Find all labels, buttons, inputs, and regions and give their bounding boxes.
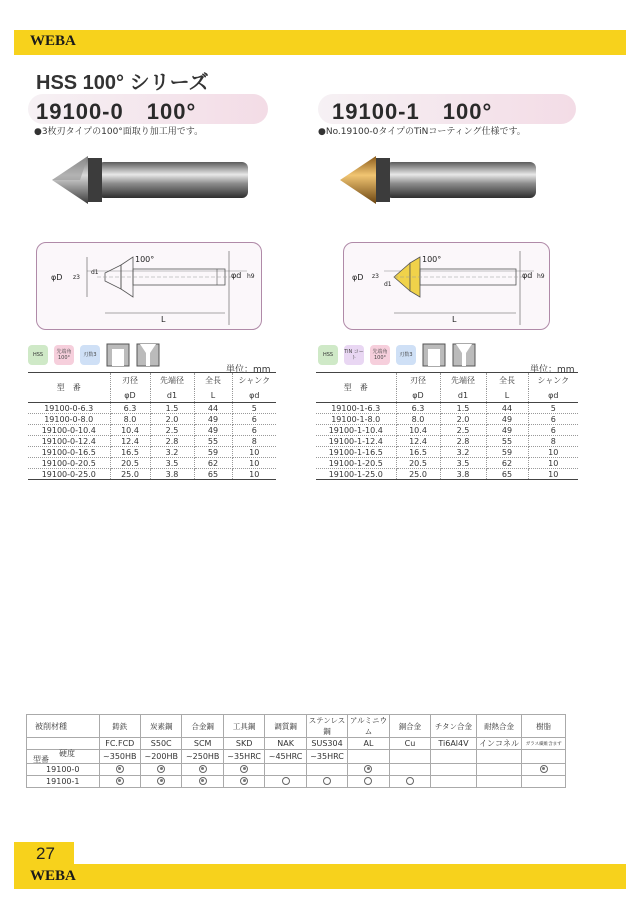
col-length-symbol: L: [194, 389, 232, 403]
cell: 1.5: [150, 403, 194, 414]
suitability-cell: [99, 776, 140, 788]
cell: 10.4: [110, 425, 150, 436]
material-code: Cu: [389, 738, 430, 750]
tip-angle-badge: 先端角 100°: [54, 345, 74, 365]
table-row: [316, 436, 578, 447]
cell: 65: [486, 469, 528, 480]
material-code-row: [27, 738, 566, 750]
cell-model: 19100-0-8.0: [28, 414, 110, 425]
col-length: 全長: [486, 373, 528, 389]
cell: 6.3: [396, 403, 440, 414]
col-tip-symbol: d1: [150, 389, 194, 403]
material-code: ガラス繊維含まず: [522, 738, 566, 750]
cell: 8: [528, 436, 578, 447]
right-description: ●No.19100-0タイプのTiNコーティング仕様です。: [318, 127, 526, 137]
brand-logo-bottom: WEBA: [30, 868, 76, 884]
chamfer-use-icon: [422, 343, 446, 367]
cell: 2.5: [440, 425, 486, 436]
cell: 10: [232, 469, 276, 480]
col-blade-symbol: φD: [110, 389, 150, 403]
col-tip: 先端径: [440, 373, 486, 389]
left-product-title: 19100-0 100°: [36, 99, 197, 124]
material-name: アルミニウム: [348, 715, 389, 738]
suitability-cell: [348, 776, 389, 788]
cell: 10.4: [396, 425, 440, 436]
cell: 25.0: [110, 469, 150, 480]
cell: 49: [194, 414, 232, 425]
table-row: [28, 436, 276, 447]
suitability-cell: [223, 776, 264, 788]
hardness-value: [431, 750, 477, 764]
page-number-box: [14, 842, 74, 864]
suitability-cell: [522, 776, 566, 788]
col-model: 型 番: [316, 373, 396, 403]
left-d1-label: d1: [91, 269, 99, 276]
double-circle-icon: [116, 765, 124, 773]
suitability-cell: [265, 764, 306, 776]
cell: 8: [232, 436, 276, 447]
cell-model: 19100-1-12.4: [316, 436, 396, 447]
table-row: [316, 403, 578, 414]
model-cell: 19100-1: [27, 776, 100, 788]
cell: 2.5: [150, 425, 194, 436]
material-name: 鋳鉄: [99, 715, 140, 738]
table-row: [316, 414, 578, 425]
material-code: AL: [348, 738, 389, 750]
cell-model: 19100-1-20.5: [316, 458, 396, 469]
hardness-row: [27, 750, 566, 764]
left-spec-table: [28, 372, 276, 480]
double-circle-icon: [364, 765, 372, 773]
left-d-label: φd: [231, 271, 242, 280]
col-blade: 刃径: [110, 373, 150, 389]
flutes-badge: 刃数3: [396, 345, 416, 365]
header-bar: [14, 30, 626, 55]
double-circle-icon: [240, 765, 248, 773]
suitability-cell: [431, 764, 477, 776]
cell: 8.0: [396, 414, 440, 425]
material-name: 耐熱合金: [476, 715, 522, 738]
right-spec-table: [316, 372, 578, 480]
hardness-value: ~45HRC: [265, 750, 306, 764]
right-diagram-box: [343, 242, 550, 330]
cell: 8.0: [110, 414, 150, 425]
left-z-label: z3: [73, 274, 80, 281]
table-row: [27, 764, 566, 776]
material-header: 被削材種: [27, 715, 100, 738]
series-title: HSS 100° シリーズ: [36, 72, 209, 94]
cell: 49: [486, 414, 528, 425]
left-tool-photo: [50, 150, 250, 208]
chamfer-use-icon: [106, 343, 130, 367]
table-row: [316, 458, 578, 469]
right-D-label: φD: [352, 273, 364, 282]
brand-logo-top: WEBA: [30, 33, 76, 49]
double-circle-icon: [157, 765, 165, 773]
footer-bar: [14, 864, 626, 889]
cell: 59: [486, 447, 528, 458]
cell: 3.2: [150, 447, 194, 458]
cell: 6: [232, 414, 276, 425]
page-number: 27: [36, 844, 55, 863]
right-h-label: h9: [537, 273, 545, 280]
cell: 2.0: [440, 414, 486, 425]
cell: 10: [528, 469, 578, 480]
cell-model: 19100-1-16.5: [316, 447, 396, 458]
cell-model: 19100-1-25.0: [316, 469, 396, 480]
suitability-cell: [431, 776, 477, 788]
suitability-cell: [306, 776, 347, 788]
suitability-cell: [182, 764, 223, 776]
material-name: 銅合金: [389, 715, 430, 738]
cell: 6: [528, 414, 578, 425]
circle-icon: [364, 777, 372, 785]
suitability-cell: [348, 764, 389, 776]
material-header-blank: [27, 738, 100, 750]
hss-badge: HSS: [28, 345, 48, 365]
suitability-cell: [389, 776, 430, 788]
suitability-cell: [306, 764, 347, 776]
col-tip: 先端径: [150, 373, 194, 389]
cell: 10: [528, 447, 578, 458]
cell-model: 19100-1-10.4: [316, 425, 396, 436]
col-length: 全長: [194, 373, 232, 389]
circle-icon: [323, 777, 331, 785]
right-badge-row: [318, 343, 476, 367]
table-row: [27, 776, 566, 788]
cell: 3.5: [440, 458, 486, 469]
suitability-cell: [99, 764, 140, 776]
cell-model: 19100-0-25.0: [28, 469, 110, 480]
suitability-cell: [141, 764, 182, 776]
material-name: 炭素鋼: [141, 715, 182, 738]
cell-model: 19100-1-8.0: [316, 414, 396, 425]
suitability-cell: [182, 776, 223, 788]
suitability-cell: [265, 776, 306, 788]
cell: 12.4: [110, 436, 150, 447]
cell: 3.8: [150, 469, 194, 480]
cell: 16.5: [110, 447, 150, 458]
cell-model: 19100-0-6.3: [28, 403, 110, 414]
col-length-symbol: L: [486, 389, 528, 403]
table-row: [28, 469, 276, 480]
cell: 55: [486, 436, 528, 447]
tin-coat-badge: TiN コート: [344, 345, 364, 365]
cell: 6: [528, 425, 578, 436]
cell: 25.0: [396, 469, 440, 480]
hardness-value: ~35HRC: [306, 750, 347, 764]
material-name: 調質鋼: [265, 715, 306, 738]
cell-model: 19100-0-20.5: [28, 458, 110, 469]
cell: 6.3: [110, 403, 150, 414]
cell-model: 19100-0-12.4: [28, 436, 110, 447]
suitability-cell: [389, 764, 430, 776]
table-row: [316, 469, 578, 480]
cell-model: 19100-0-16.5: [28, 447, 110, 458]
material-name: チタン合金: [431, 715, 477, 738]
model-header-label: 型番: [33, 755, 49, 764]
cell: 10: [232, 458, 276, 469]
col-tip-symbol: d1: [440, 389, 486, 403]
suitability-cell: [141, 776, 182, 788]
cell: 49: [486, 425, 528, 436]
table-row: [316, 425, 578, 436]
suitability-cell: [522, 764, 566, 776]
hardness-value: ~350HB: [99, 750, 140, 764]
cell-model: 19100-0-10.4: [28, 425, 110, 436]
col-shank-symbol: φd: [232, 389, 276, 403]
right-d1-label: d1: [384, 281, 392, 288]
cell: 6: [232, 425, 276, 436]
cell: 20.5: [110, 458, 150, 469]
cell: 12.4: [396, 436, 440, 447]
cell: 62: [486, 458, 528, 469]
double-circle-icon: [157, 777, 165, 785]
cell: 5: [232, 403, 276, 414]
cell: 10: [528, 458, 578, 469]
material-code: NAK: [265, 738, 306, 750]
double-circle-icon: [540, 765, 548, 773]
cell: 10: [232, 447, 276, 458]
material-code: Ti6Al4V: [431, 738, 477, 750]
model-cell: 19100-0: [27, 764, 100, 776]
left-D-label: φD: [51, 273, 63, 282]
table-row: [28, 458, 276, 469]
cell: 3.2: [440, 447, 486, 458]
hardness-value: ~35HRC: [223, 750, 264, 764]
col-blade-symbol: φD: [396, 389, 440, 403]
countersink-use-icon: [136, 343, 160, 367]
material-compatibility-table: [26, 714, 566, 788]
cell: 49: [194, 425, 232, 436]
right-d-label: φd: [522, 271, 533, 280]
cell: 59: [194, 447, 232, 458]
right-L-label: L: [452, 315, 457, 324]
right-z-label: z3: [372, 273, 379, 280]
material-code: SCM: [182, 738, 223, 750]
cell: 16.5: [396, 447, 440, 458]
hardness-value: ~250HB: [182, 750, 223, 764]
cell: 2.8: [150, 436, 194, 447]
col-shank: シャンク: [232, 373, 276, 389]
material-code: インコネル: [476, 738, 522, 750]
cell: 3.5: [150, 458, 194, 469]
circle-icon: [406, 777, 414, 785]
right-dimension-drawing: [344, 243, 551, 331]
right-angle-label: 100°: [422, 255, 442, 264]
double-circle-icon: [240, 777, 248, 785]
cell: 20.5: [396, 458, 440, 469]
material-name: 合金鋼: [182, 715, 223, 738]
double-circle-icon: [199, 765, 207, 773]
left-unit-label: 単位：mm: [226, 365, 271, 375]
right-tool-photo: [338, 150, 538, 208]
hardness-value: [476, 750, 522, 764]
double-circle-icon: [116, 777, 124, 785]
material-name: 樹脂: [522, 715, 566, 738]
hss-badge: HSS: [318, 345, 338, 365]
left-badge-row: [28, 343, 160, 367]
left-diagram-box: [36, 242, 262, 330]
col-model: 型 番: [28, 373, 110, 403]
hardness-value: [389, 750, 430, 764]
suitability-cell: [476, 776, 522, 788]
hardness-value: ~200HB: [141, 750, 182, 764]
col-shank: シャンク: [528, 373, 578, 389]
left-angle-label: 100°: [135, 255, 155, 264]
material-name-row: [27, 715, 566, 738]
material-code: SUS304: [306, 738, 347, 750]
hardness-value: [348, 750, 389, 764]
tip-angle-badge: 先端角 100°: [370, 345, 390, 365]
right-product-title: 19100-1 100°: [332, 99, 493, 124]
cell: 44: [194, 403, 232, 414]
suitability-cell: [223, 764, 264, 776]
cell: 62: [194, 458, 232, 469]
table-row: [28, 414, 276, 425]
table-row: [28, 447, 276, 458]
cell: 2.8: [440, 436, 486, 447]
table-row: [28, 425, 276, 436]
hardness-model-header: [27, 750, 100, 764]
left-L-label: L: [161, 315, 166, 324]
cell-model: 19100-1-6.3: [316, 403, 396, 414]
material-code: SKD: [223, 738, 264, 750]
cell: 65: [194, 469, 232, 480]
cell: 55: [194, 436, 232, 447]
cell: 44: [486, 403, 528, 414]
table-row: [28, 403, 276, 414]
countersink-use-icon: [452, 343, 476, 367]
cell: 3.8: [440, 469, 486, 480]
col-shank-symbol: φd: [528, 389, 578, 403]
table-row: [316, 447, 578, 458]
cell: 5: [528, 403, 578, 414]
left-h-label: h9: [247, 273, 255, 280]
suitability-cell: [476, 764, 522, 776]
material-code: FC.FCD: [99, 738, 140, 750]
cell: 1.5: [440, 403, 486, 414]
flutes-badge: 刃数3: [80, 345, 100, 365]
cell: 2.0: [150, 414, 194, 425]
material-code: S50C: [141, 738, 182, 750]
hardness-header-label: 硬度: [59, 749, 75, 758]
hardness-value: [522, 750, 566, 764]
material-name: ステンレス鋼: [306, 715, 347, 738]
right-unit-label: 単位：mm: [530, 365, 575, 375]
material-name: 工具鋼: [223, 715, 264, 738]
circle-icon: [282, 777, 290, 785]
left-description: ●3枚刃タイプの100°面取り加工用です。: [34, 127, 204, 137]
double-circle-icon: [199, 777, 207, 785]
col-blade: 刃径: [396, 373, 440, 389]
